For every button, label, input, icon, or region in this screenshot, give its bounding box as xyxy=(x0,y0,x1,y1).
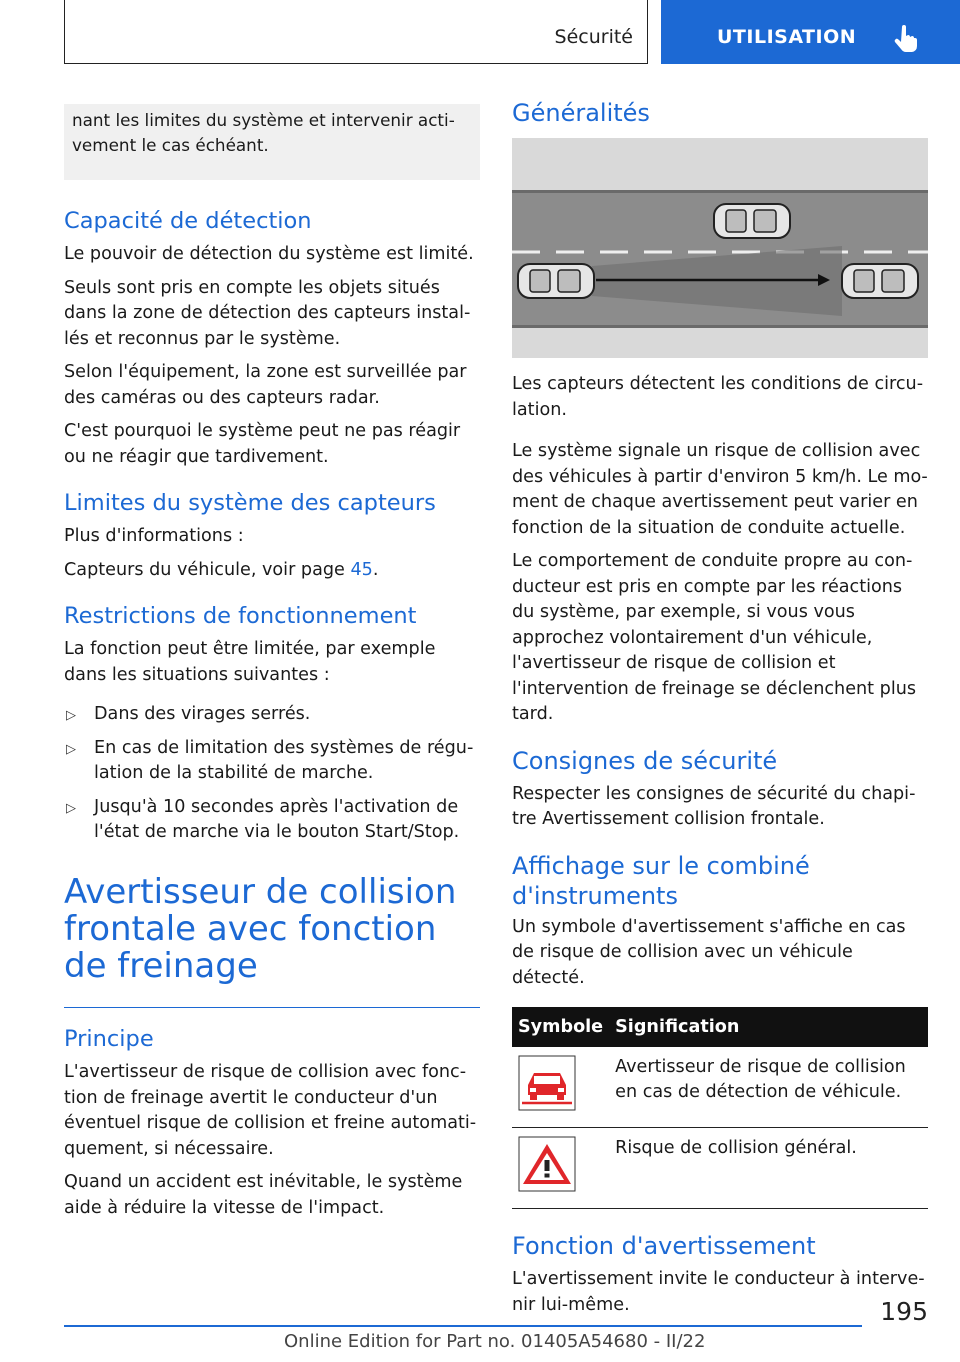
right-column xyxy=(512,99,928,1326)
paragraph: Les capteurs détectent les conditions de circulation. xyxy=(512,374,924,420)
section-title-principle: Principe xyxy=(64,1026,154,1052)
paragraph: Le système signale un risque de collision avec des véhicules à partir d'environ 5 km/h. Le moment de chaque avertissement peut varier en fonction de la situation de conduite actuelle. xyxy=(512,441,928,538)
section-title-safety: Consignes de sécurité xyxy=(512,746,778,775)
bullet-triangle-icon: ▷ xyxy=(66,800,76,816)
paragraph: Un symbole d'avertissement s'affiche en cas de risque de collision avec un véhicule détecté. xyxy=(512,916,906,988)
meaning-cell: Avertisseur de risque de collision en cas de détection de véhicule. xyxy=(609,1047,928,1128)
table-row xyxy=(512,1047,928,1128)
table-header-meaning: Signification xyxy=(609,1007,928,1047)
note-box xyxy=(64,104,480,180)
list-item-text: Jusqu'à 10 secondes après l'activation de l'état de marche via le bouton Start/Stop. xyxy=(94,796,460,842)
reference-text: Capteurs du véhicule, voir page xyxy=(64,559,351,580)
warning-triangle-icon xyxy=(518,1136,576,1192)
paragraph: Respecter les consignes de sécurité du chapitre Avertissement collision frontale. xyxy=(512,783,916,829)
page-link[interactable]: 45 xyxy=(350,559,373,580)
meaning-cell: Risque de collision général. xyxy=(609,1128,928,1209)
footer-edition: Online Edition for Part no. 01405A54680 - II/22 xyxy=(284,1331,706,1352)
paragraph: C'est pourquoi le système peut ne pas réagir ou ne réagir que tardivement. xyxy=(64,421,461,467)
paragraph: La fonction peut être limitée, par exemple dans les situations suivantes : xyxy=(64,639,436,685)
traffic-illustration xyxy=(512,138,928,358)
bullet-triangle-icon: ▷ xyxy=(66,708,76,723)
list-item xyxy=(64,702,480,728)
chapter-divider xyxy=(64,1007,480,1009)
paragraph: L'avertissement invite le conducteur à intervenir lui-même. xyxy=(512,1269,925,1315)
section-title-warning-function: Fonction d'avertissement xyxy=(512,1232,816,1260)
symbol-cell xyxy=(512,1128,609,1209)
car-icon xyxy=(518,264,594,298)
section-title-restrictions: Restrictions de fonctionnement xyxy=(64,603,417,629)
header-chapter-tab[interactable] xyxy=(661,0,960,64)
paragraph: Le comportement de conduite propre au conducteur est pris en compte par les réactions du système, par exemple, si vous vous approchez volontairement d'un véhicule, l'avertisseur de risque de collision et l'intervention de freinage se déclenchent plus tard. xyxy=(512,551,917,724)
bullet-triangle-icon: ▷ xyxy=(66,741,76,757)
list-item-text: Dans des virages serrés. xyxy=(94,704,311,724)
car-collision-warning-icon xyxy=(518,1055,576,1111)
section-title-general: Généralités xyxy=(512,99,650,127)
header-section-box xyxy=(64,0,648,64)
header-section-title: Sécurité xyxy=(554,26,633,48)
page-reference xyxy=(64,558,480,584)
left-column xyxy=(64,104,480,1229)
list-item xyxy=(64,736,480,787)
car-icon xyxy=(714,204,790,238)
symbol-cell xyxy=(512,1047,609,1128)
car-icon xyxy=(842,264,918,298)
table-row xyxy=(512,1128,928,1209)
road-diagram xyxy=(512,138,928,358)
paragraph: Quand un accident est inévitable, le système aide à réduire la vitesse de l'impact. xyxy=(64,1172,463,1218)
symbol-table xyxy=(512,1007,928,1209)
note-text: nant les limites du système et intervenir activement le cas échéant. xyxy=(72,110,455,155)
paragraph: L'avertisseur de risque de collision avec fonction de freinage avertit le conducteur d'un éventuel risque de collision et freine automatiquement, si nécessaire. xyxy=(64,1062,477,1159)
section-title-display: Affichage sur le combiné d'instruments xyxy=(512,851,810,910)
footer-divider xyxy=(64,1325,862,1327)
page-number: 195 xyxy=(880,1297,928,1326)
paragraph: Le pouvoir de détection du système est limité. xyxy=(64,244,474,264)
paragraph: Selon l'équipement, la zone est surveillée par des caméras ou des capteurs radar. xyxy=(64,362,467,408)
section-title-sensor-limits: Limites du système des capteurs xyxy=(64,490,436,516)
list-item xyxy=(64,795,480,846)
restrictions-list xyxy=(64,702,480,846)
paragraph: Seuls sont pris en compte les objets situés dans la zone de détection des capteurs installés et reconnus par le système. xyxy=(64,277,471,349)
list-item-text: En cas de limitation des systèmes de régulation de la stabilité de marche. xyxy=(94,737,474,783)
paragraph: Plus d'informations : xyxy=(64,526,244,546)
header-chapter-title: UTILISATION xyxy=(717,26,857,48)
reference-period: . xyxy=(372,559,379,580)
table-header-symbol: Symbole xyxy=(512,1007,609,1047)
hand-pointer-icon xyxy=(893,24,919,52)
section-title-detection: Capacité de détection xyxy=(64,208,312,234)
chapter-title: Avertisseur de collision frontale avec fonction de freinage xyxy=(64,871,457,986)
table-header-row xyxy=(512,1007,928,1047)
